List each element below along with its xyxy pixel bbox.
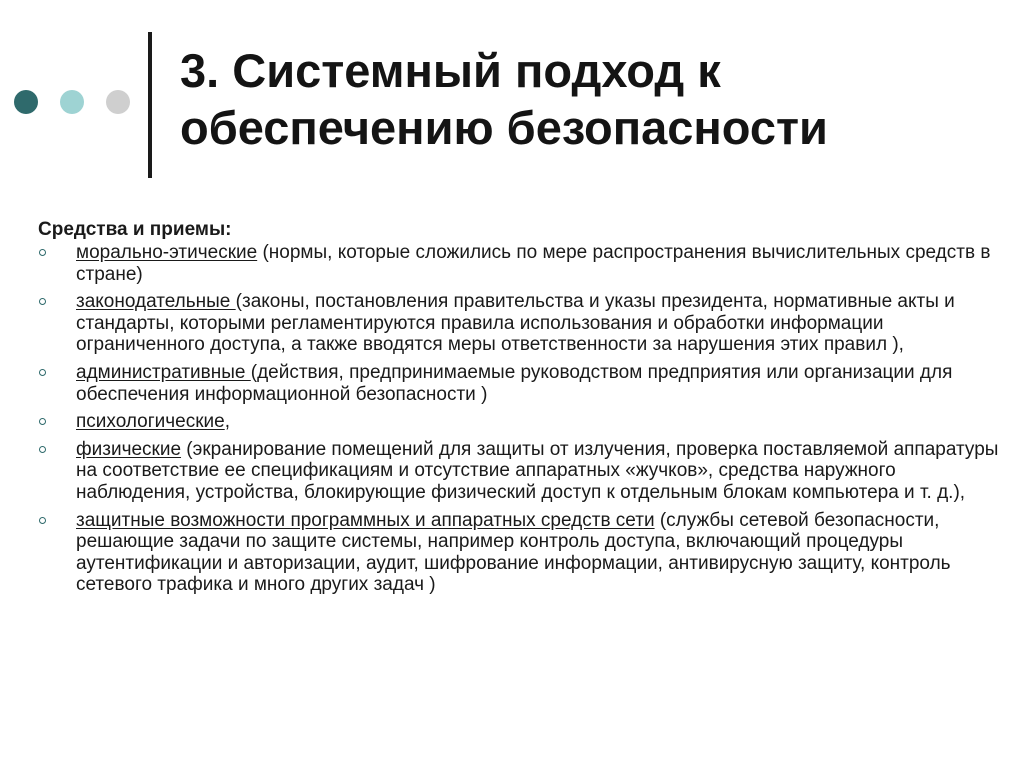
- bullet-list: [38, 242, 1013, 596]
- subheading: Средства и приемы:: [38, 219, 232, 240]
- list-item: [38, 242, 1013, 285]
- item-term: психологические: [76, 411, 225, 433]
- item-description: (действия, предпринимаемые руководством предприятия или организации для обеспечения информационной безопасности ): [76, 361, 953, 405]
- bullet-ring-icon: [39, 517, 46, 524]
- bullet-ring-icon: [39, 298, 46, 305]
- item-term: физические: [76, 438, 182, 460]
- bullet-ring-icon: [39, 446, 46, 453]
- item-term: защитные возможности программных и аппаратных средств сети: [76, 509, 655, 531]
- slide-title: 3. Системный подход к обеспечению безопасности: [180, 44, 828, 154]
- item-description: (экранирование помещений для защиты от излучения, проверка поставляемой аппаратуры на соответствие ее спецификациям и отсутствие аппаратных «жучков», средства наружного наблюдения, устройства, блокирующие физический доступ к отдельным блокам компьютера и т. д.),: [76, 438, 999, 503]
- dot-dark-teal-icon: [14, 90, 38, 114]
- item-term: законодательные: [76, 291, 236, 313]
- list-item: [38, 411, 1013, 433]
- list-item: [38, 439, 1013, 504]
- bullet-ring-icon: [39, 418, 46, 425]
- item-description: (нормы, которые сложились по мере распространения вычислительных средств в стране): [76, 242, 991, 285]
- bullet-ring-icon: [39, 369, 46, 376]
- item-description: (законы, постановления правительства и указы президента, нормативные акты и стандарты, которыми регламентируются правила использования и обработки информации ограниченного доступа, а также вводятся меры ответственности за нарушения этих правил ),: [76, 291, 955, 356]
- item-term: морально-этические: [76, 242, 258, 263]
- item-term: административные: [76, 361, 251, 383]
- item-description: (службы сетевой безопасности, решающие задачи по защите системы, например контроль доступа, включающий процедуры аутентификации и авторизации, аудит, шифрование информации, антивирусную защиту, контроль сетевого трафика и много других задач ): [76, 509, 951, 596]
- list-item: [38, 291, 1013, 356]
- item-description: ,: [224, 411, 230, 433]
- title-divider: [148, 32, 152, 178]
- slide-body: [38, 218, 1013, 602]
- dot-gray-icon: [106, 90, 130, 114]
- list-item: [38, 510, 1013, 596]
- list-item: [38, 362, 1013, 405]
- bullet-ring-icon: [39, 249, 46, 256]
- dot-light-teal-icon: [60, 90, 84, 114]
